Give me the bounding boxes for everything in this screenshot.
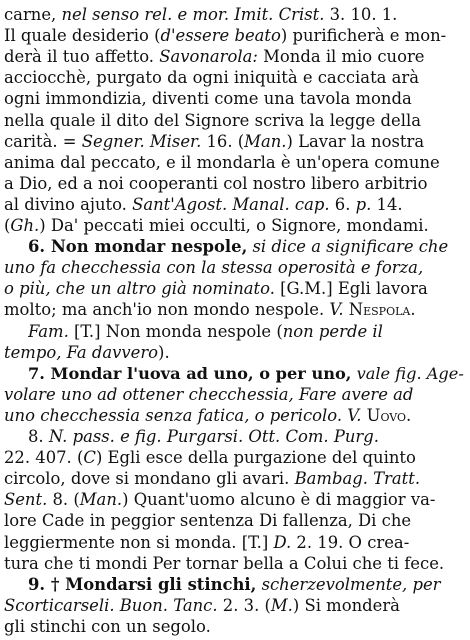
- text-line: [4, 532, 466, 554]
- text-line: [4, 595, 466, 617]
- text-run: volare uno ad ottener checchessia, Fare avere ad: [4, 384, 414, 404]
- text-run: gli stinchi con un segolo.: [4, 616, 211, 636]
- text-run: d'essere beato: [160, 26, 281, 46]
- text-run: 16. (: [201, 131, 245, 151]
- text-run: C: [83, 448, 96, 468]
- text-run: anima dal peccato, e il mondarla è un'opera comune: [4, 152, 440, 172]
- text-line: [4, 88, 466, 110]
- text-run: 2. 3. (: [217, 595, 271, 615]
- text-run: acciocchè, purgato da ogni iniquità e cacciata arà: [4, 68, 420, 88]
- text-run: Sant'Agost. Manal. cap.: [132, 194, 330, 214]
- text-line: [4, 4, 466, 26]
- text-line: [4, 46, 466, 68]
- text-run: V.: [329, 300, 344, 320]
- text-run: 14.: [371, 194, 403, 214]
- text-run: Scorticarseli. Buon. Tanc.: [4, 595, 218, 615]
- text-run: ).: [158, 342, 170, 362]
- text-run: 2. 19. O crea-: [291, 532, 410, 552]
- text-line: [4, 131, 466, 153]
- text-run: lore Cade in peggior sentenza Di fallenza, Di che: [4, 511, 412, 531]
- text-line: [4, 173, 466, 195]
- text-line: [4, 553, 466, 575]
- text-run: ) Lavar la nostra: [286, 131, 425, 151]
- text-run: ) purificherà e mon-: [280, 26, 447, 46]
- text-line: [4, 278, 466, 300]
- text-run: non perde il: [282, 321, 383, 341]
- text-run: [G.M.] Egli lavora: [274, 279, 428, 299]
- text-run: Fam.: [28, 321, 69, 341]
- text-run: Savonarola:: [159, 47, 258, 67]
- text-run: nel senso rel. e mor. Imit. Crist.: [61, 5, 325, 24]
- text-line: [4, 616, 466, 638]
- text-run: p.: [355, 194, 372, 214]
- text-run: tura che ti mondi Per tornar bella a Colui che ti fece.: [4, 553, 445, 573]
- text-line: [28, 236, 466, 258]
- text-run: carità. =: [4, 131, 82, 151]
- text-run: Nespola.: [343, 300, 416, 320]
- text-run: Il quale desiderio (: [4, 26, 161, 46]
- text-run: uno fa checchessia con la stessa operosità e forza,: [4, 258, 424, 278]
- text-run: 8. (: [47, 490, 80, 510]
- text-line: [4, 405, 466, 427]
- text-run: Gh.: [10, 216, 40, 235]
- text-run: 3. 10. 1.: [324, 5, 398, 24]
- text-run: Uovo.: [361, 405, 412, 425]
- text-run: si dice a significare che: [247, 237, 449, 257]
- text-run: molto; ma anch'io non mondo nespole.: [4, 300, 330, 320]
- text-run: al divino ajuto.: [4, 194, 133, 214]
- text-run: [T.] Non monda nespole (: [68, 321, 283, 341]
- text-line: [4, 468, 466, 490]
- text-line: [28, 321, 466, 343]
- text-line: [4, 299, 466, 321]
- text-run: 6.: [329, 194, 356, 214]
- text-run: ) Egli esce della purgazione del quinto: [95, 448, 416, 468]
- text-line: [4, 110, 466, 132]
- text-run: carne,: [4, 5, 62, 24]
- text-line: [4, 67, 466, 89]
- text-run: 9. † Mondarsi gli stinchi,: [28, 574, 257, 594]
- text-run: 6. Non mondar nespole,: [28, 237, 248, 257]
- text-line: [4, 447, 466, 469]
- text-run: o più, che un altro già nominato.: [4, 279, 275, 299]
- text-run: ogni immondizia, diventi come una tavola monda: [4, 89, 412, 109]
- text-run: Sent.: [4, 490, 48, 510]
- text-run: nella quale il dito del Signore scriva la legge della: [4, 110, 421, 130]
- text-run: ) Si monderà: [292, 595, 400, 615]
- text-line: [4, 342, 466, 364]
- text-line: [4, 215, 466, 237]
- text-run: scherzevolmente, per: [256, 574, 441, 594]
- text-line: [4, 194, 466, 216]
- text-line: [28, 574, 466, 596]
- text-run: 7. Mondar l'uova ad uno, o per uno,: [28, 363, 352, 383]
- text-run: D.: [273, 532, 292, 552]
- text-run: (: [4, 216, 11, 235]
- text-run: uno checchessia senza fatica, o pericolo. V.: [4, 405, 362, 425]
- text-run: N. pass. e fig. Purgarsi. Ott. Com. Purg.: [48, 427, 379, 446]
- text-run: Segner. Miser.: [81, 131, 202, 151]
- text-run: tempo, Fa davvero: [4, 342, 159, 362]
- text-line: [4, 384, 466, 406]
- text-run: circolo, dove si mondano gli avari.: [4, 469, 295, 489]
- text-line: [4, 152, 466, 174]
- text-run: ) Quant'uomo alcuno è di maggior va-: [122, 490, 436, 510]
- text-line: [4, 257, 466, 279]
- text-line: [4, 489, 466, 511]
- text-run: Bambag. Tratt.: [294, 469, 421, 489]
- text-run: Monda il mio cuore: [257, 47, 425, 67]
- text-line: [28, 426, 466, 448]
- text-run: Man.: [79, 490, 123, 510]
- text-run: leggiermente non si monda. [T.]: [4, 532, 274, 552]
- text-run: derà il tuo affetto.: [4, 47, 160, 67]
- text-run: a Dio, ed a noi cooperanti col nostro libero arbitrio: [4, 173, 428, 193]
- text-run: ) Da' peccati miei occulti, o Signore, mondami.: [39, 216, 429, 235]
- text-run: Man.: [244, 131, 287, 151]
- text-run: M.: [270, 595, 293, 615]
- text-line: [4, 510, 466, 532]
- text-line: [28, 363, 466, 385]
- text-run: 22. 407. (: [4, 448, 84, 468]
- text-run: 8.: [28, 427, 49, 446]
- text-line: [4, 25, 466, 47]
- text-run: vale fig. Age-: [351, 363, 464, 383]
